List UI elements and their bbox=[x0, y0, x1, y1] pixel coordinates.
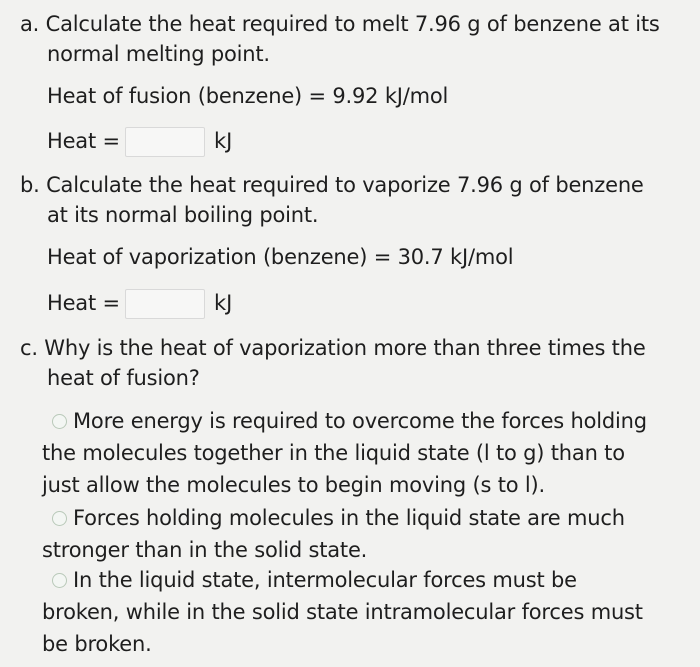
option-2-line2: stronger than in the solid state. bbox=[42, 538, 368, 562]
part-b-unit: kJ bbox=[214, 291, 233, 315]
part-a-heat-input[interactable] bbox=[125, 127, 205, 157]
part-a-question-line2: normal melting point. bbox=[47, 42, 270, 66]
option-3-line2: broken, while in the solid state intramolecular forces must bbox=[42, 600, 643, 624]
part-a-question-line1: a. Calculate the heat required to melt 7.96 g of benzene at its bbox=[20, 12, 660, 36]
part-a-given: Heat of fusion (benzene) = 9.92 kJ/mol bbox=[47, 84, 449, 108]
option-1-radio[interactable] bbox=[52, 414, 67, 429]
option-3-line3: be broken. bbox=[42, 632, 152, 656]
part-a-unit: kJ bbox=[214, 129, 233, 153]
part-b-question-line2: at its normal boiling point. bbox=[47, 203, 319, 227]
part-b-given: Heat of vaporization (benzene) = 30.7 kJ/mol bbox=[47, 245, 514, 269]
option-1-line2: the molecules together in the liquid state (l to g) than to bbox=[42, 441, 625, 465]
part-c-question-line1: c. Why is the heat of vaporization more than three times the bbox=[20, 336, 646, 360]
option-1-line3: just allow the molecules to begin moving (s to l). bbox=[42, 473, 545, 497]
option-3-line1: In the liquid state, intermolecular forces must be bbox=[73, 568, 577, 592]
part-c-question-line2: heat of fusion? bbox=[47, 366, 200, 390]
part-b-heat-input[interactable] bbox=[125, 289, 205, 319]
part-b-question-line1: b. Calculate the heat required to vaporize 7.96 g of benzene bbox=[20, 173, 644, 197]
option-2-radio[interactable] bbox=[52, 511, 67, 526]
part-a-heat-label: Heat = bbox=[47, 129, 120, 153]
option-2-line1: Forces holding molecules in the liquid state are much bbox=[73, 506, 625, 530]
option-3-radio[interactable] bbox=[52, 573, 67, 588]
option-1-line1: More energy is required to overcome the forces holding bbox=[73, 409, 647, 433]
part-b-heat-label: Heat = bbox=[47, 291, 120, 315]
